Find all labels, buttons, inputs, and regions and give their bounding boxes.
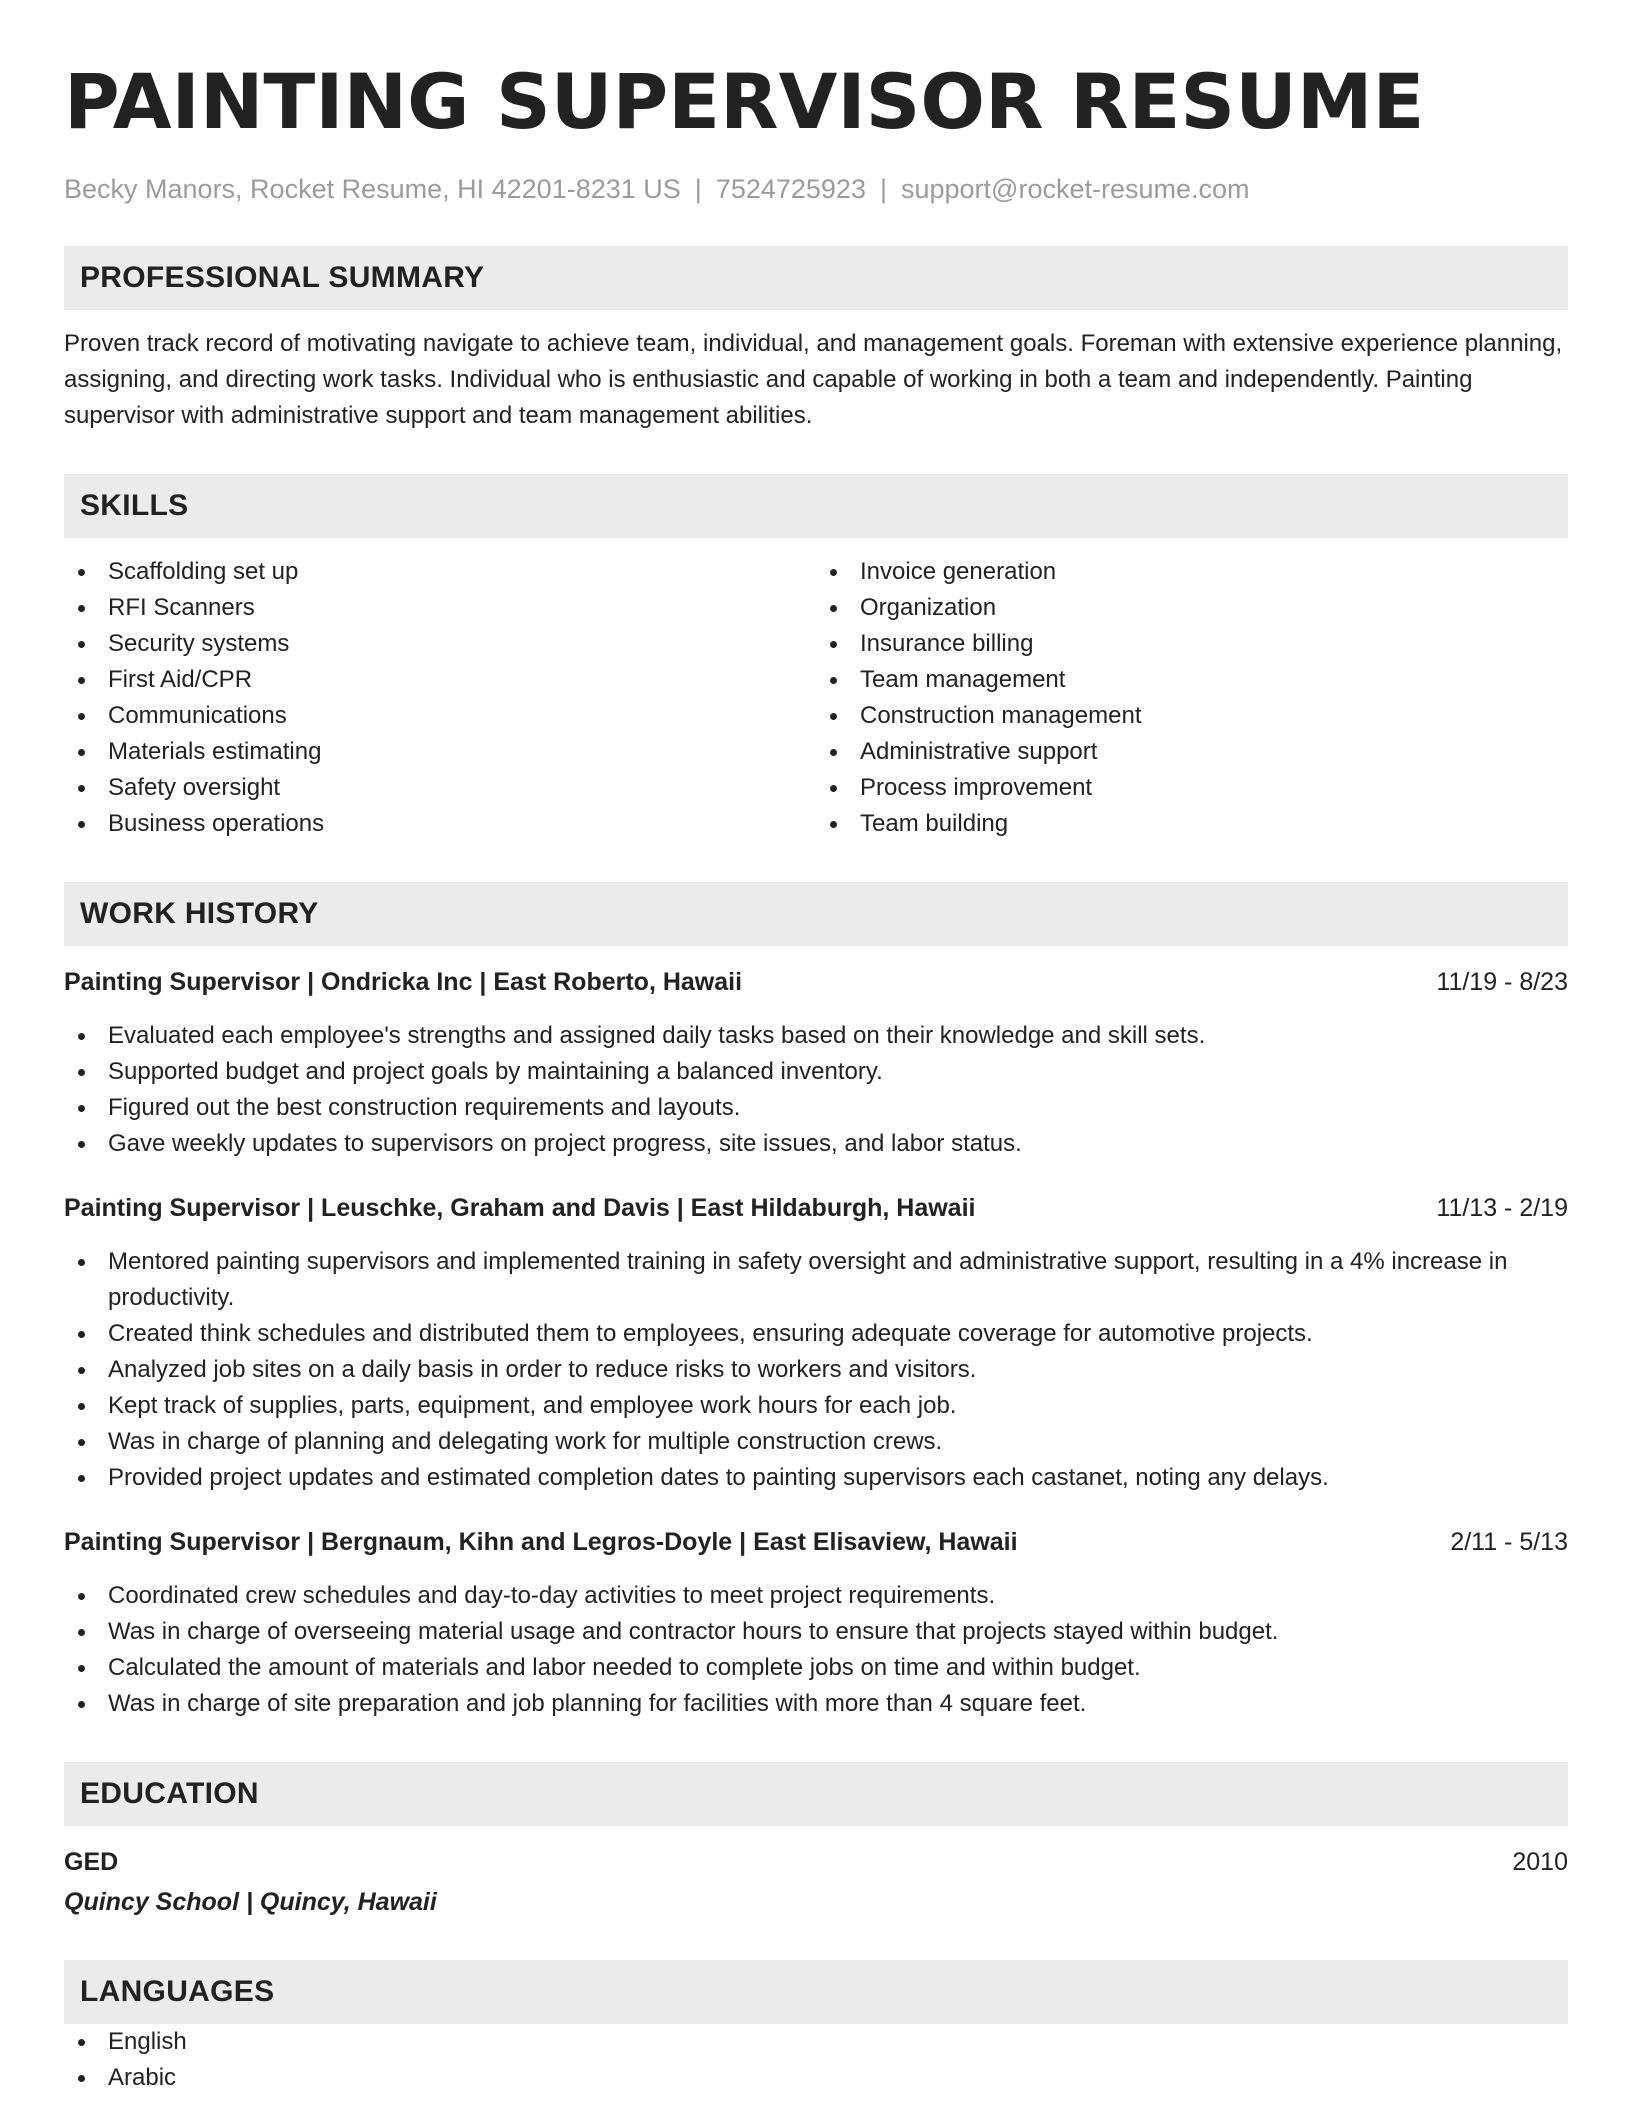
job-bullet: Analyzed job sites on a daily basis in order to reduce risks to workers and visitors. bbox=[64, 1352, 1568, 1388]
languages-list bbox=[64, 2024, 1568, 2096]
skill-item: Materials estimating bbox=[64, 734, 816, 770]
job-bullet: Provided project updates and estimated completion dates to painting supervisors each castanet, noting any delays. bbox=[64, 1460, 1568, 1496]
skill-item: Scaffolding set up bbox=[64, 554, 816, 590]
skill-item: Insurance billing bbox=[816, 626, 1568, 662]
skill-item: Construction management bbox=[816, 698, 1568, 734]
section-heading-work-history: WORK HISTORY bbox=[64, 882, 1568, 946]
languages-section bbox=[64, 1960, 1568, 2096]
resume-title: PAINTING SUPERVISOR RESUME bbox=[64, 57, 1425, 146]
section-heading-skills: SKILLS bbox=[64, 474, 1568, 538]
job-bullet: Coordinated crew schedules and day-to-day activities to meet project requirements. bbox=[64, 1578, 1568, 1614]
job-title: Painting Supervisor | Leuschke, Graham and Davis | East Hildaburgh, Hawaii bbox=[64, 1193, 976, 1222]
work-history-section bbox=[64, 882, 1568, 1722]
job-dates: 2/11 - 5/13 bbox=[1450, 1527, 1568, 1556]
skill-item: Business operations bbox=[64, 806, 816, 842]
education-school: Quincy School | Quincy, Hawaii bbox=[64, 1887, 437, 1916]
contact-address: Becky Manors, Rocket Resume, HI 42201-8231 US bbox=[64, 174, 681, 205]
contact-separator: | bbox=[879, 174, 887, 205]
contact-line bbox=[64, 173, 1568, 205]
job-bullet: Kept track of supplies, parts, equipment, and employee work hours for each job. bbox=[64, 1388, 1568, 1424]
job-dates: 11/13 - 2/19 bbox=[1436, 1193, 1568, 1222]
job-title: Painting Supervisor | Ondricka Inc | East Roberto, Hawaii bbox=[64, 967, 743, 996]
job-dates: 11/19 - 8/23 bbox=[1436, 967, 1568, 996]
job-header bbox=[64, 1190, 1568, 1226]
language-item: Arabic bbox=[64, 2060, 1568, 2096]
skill-item: Safety oversight bbox=[64, 770, 816, 806]
job-bullet: Evaluated each employee's strengths and assigned daily tasks based on their knowledge and skill sets. bbox=[64, 1018, 1568, 1054]
contact-separator: | bbox=[694, 174, 702, 205]
job-bullet: Mentored painting supervisors and implemented training in safety oversight and administrative support, resulting in a 4% increase in productivity. bbox=[64, 1244, 1568, 1316]
section-heading-languages: LANGUAGES bbox=[64, 1960, 1568, 2024]
education-year: 2010 bbox=[1512, 1847, 1568, 1876]
language-item: English bbox=[64, 2024, 1568, 2060]
skills-list-left bbox=[64, 554, 816, 842]
skill-item: Communications bbox=[64, 698, 816, 734]
section-heading-education: EDUCATION bbox=[64, 1762, 1568, 1826]
job-bullet: Figured out the best construction requirements and layouts. bbox=[64, 1090, 1568, 1126]
job-bullets bbox=[64, 1018, 1568, 1162]
summary-text: Proven track record of motivating navigate to achieve team, individual, and management goals. Foreman with extensive experience planning, assigning, and directing work tasks. Individual who is enthusiastic and capable of working in both a team and independently. Painting supervisor with administrative support and team management abilities. bbox=[64, 329, 1563, 429]
job-bullet: Was in charge of overseeing material usage and contractor hours to ensure that projects stayed within budget. bbox=[64, 1614, 1568, 1650]
education-header bbox=[64, 1844, 1568, 1880]
skill-item: Organization bbox=[816, 590, 1568, 626]
skill-item: Team management bbox=[816, 662, 1568, 698]
skills-list-right bbox=[816, 554, 1568, 842]
skill-item: Security systems bbox=[64, 626, 816, 662]
job-bullet: Was in charge of planning and delegating work for multiple construction crews. bbox=[64, 1424, 1568, 1460]
contact-phone: 7524725923 bbox=[715, 174, 866, 205]
job-bullet: Gave weekly updates to supervisors on project progress, site issues, and labor status. bbox=[64, 1126, 1568, 1162]
skill-item: Team building bbox=[816, 806, 1568, 842]
job-entry bbox=[64, 1190, 1568, 1496]
job-bullets bbox=[64, 1578, 1568, 1722]
skill-item: RFI Scanners bbox=[64, 590, 816, 626]
job-bullet: Created think schedules and distributed them to employees, ensuring adequate coverage for automotive projects. bbox=[64, 1316, 1568, 1352]
job-bullet: Calculated the amount of materials and labor needed to complete jobs on time and within budget. bbox=[64, 1650, 1568, 1686]
contact-email: support@rocket-resume.com bbox=[900, 174, 1250, 205]
job-entry bbox=[64, 964, 1568, 1162]
skills-columns bbox=[64, 554, 1568, 842]
skill-item: Process improvement bbox=[816, 770, 1568, 806]
skill-item: Invoice generation bbox=[816, 554, 1568, 590]
section-heading-summary: PROFESSIONAL SUMMARY bbox=[64, 246, 1568, 310]
skill-item: First Aid/CPR bbox=[64, 662, 816, 698]
job-bullets bbox=[64, 1244, 1568, 1496]
job-bullet: Supported budget and project goals by maintaining a balanced inventory. bbox=[64, 1054, 1568, 1090]
summary-section bbox=[64, 246, 1568, 434]
job-title: Painting Supervisor | Bergnaum, Kihn and Legros-Doyle | East Elisaview, Hawaii bbox=[64, 1527, 1018, 1556]
job-entry bbox=[64, 1524, 1568, 1722]
education-section bbox=[64, 1762, 1568, 1920]
education-degree: GED bbox=[64, 1847, 119, 1876]
job-header bbox=[64, 964, 1568, 1000]
skills-section bbox=[64, 474, 1568, 842]
job-bullet: Was in charge of site preparation and job planning for facilities with more than 4 square feet. bbox=[64, 1686, 1568, 1722]
skill-item: Administrative support bbox=[816, 734, 1568, 770]
job-header bbox=[64, 1524, 1568, 1560]
education-entry bbox=[64, 1844, 1568, 1920]
